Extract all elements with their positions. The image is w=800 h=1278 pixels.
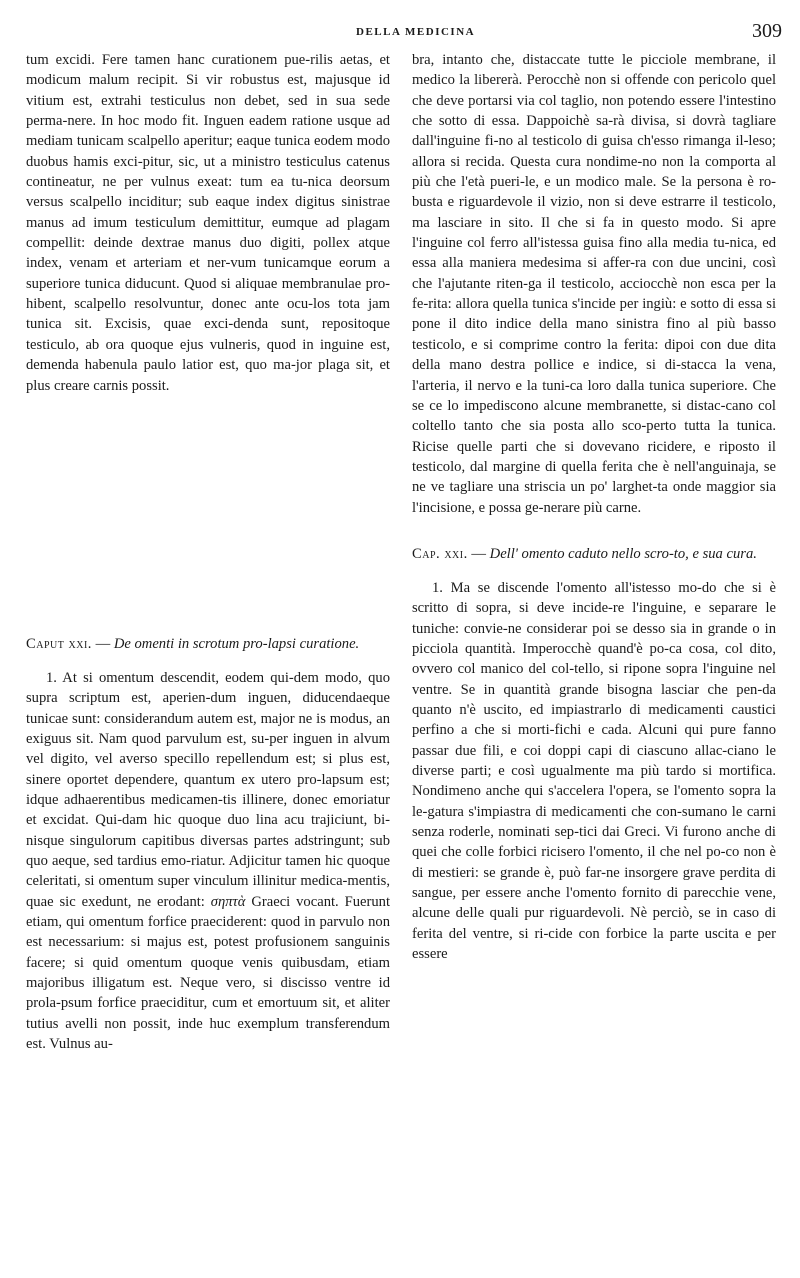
latin-column xyxy=(26,50,390,1054)
latin-chapter-heading: Caput xxi. — De omenti in scrotum pro-lapsi curatione. xyxy=(26,635,360,652)
latin-paragraph-1: tum excidi. Fere tamen hanc curationem pue-rilis aetas, et modicum malum recipit. Si vir robustus est, majusque id vitium est, extrahi testiculus non debet, sed in sua sede perma-nere. In hoc modo fit. Inguen eadem ratione usque ad mediam tunicam scalpello aperitur; eaque tunica eodem modo duobus hamis exci-pitur, sic, ut a ministro testiculus catenus contineatur, ne per vulnus exeat: tum ea tu-nica deorsum versus scalpello inciditur; sub eaque index digitus sinistrae manus ad imum testiculum demittitur, eumque ad plagam compellit: deinde dextrae manus duo digiti, pollex atque index, venam et arteriam et ner-vum tunicamque eorum a superiore tunica diducunt. Quod si aliquae membranulae pro-hibent, scalpello resolvuntur, donec ante ocu-los tota jam tunica sit. Excisis, quae exci-denda sunt, repositoque testiculo, ab ora quoque ejus vulneris, quod in inguine est, demenda habenula paulo latior est, quo ma-jor plaga sit, et plus creare carnis possit. xyxy=(26,52,390,394)
italian-chapter-label: Cap. xxi. xyxy=(412,545,468,562)
running-title: DELLA MEDICINA xyxy=(356,26,476,38)
page-number: 309 xyxy=(752,20,782,42)
italian-column xyxy=(412,50,776,964)
italian-paragraph-2: 1. Ma se discende l'omento all'istesso mo-do che si è scritto di sopra, si deve incide-re l'inguine, e separare le tuniche: convie-ne considerar poi se desso sia in grande o in picciola quantità. Imperocchè quand'è po-ca cosa, col dito, ovvero col manico del col-tello, si ripone sopra l'inguine nel ventre. Se in quantità grande bisogna lasciar che pen-da quanto n'è uscito, ed impiastrarlo di medicamenti caustici perfino a che si morti-fichi e cada. Alcuni qui pure fanno passar due fili, e coi doppi capi di ciascuno allac-ciano le diverse parti; e così ugualmente ma più tardo si mortifica. Nondimeno anche qui s'accelera l'opera, se l'omento sopra la le-gatura s'impiastra di medicamenti che con-sumano le carni senza roderle, nominati sep-tici dai Greci. Vi furono anche di quei che colle forbici ricisero l'omento, il che nel po-co non è di mestieri: se grande è, può far-ne insorgere grave perdita di sangue, per essere anche l'omento fornito di parecchie vene, alcune delle quali pur riguardevoli. Nè perciò, se in caso di ferita del ventre, si ri-cide con forbice la parte uscita e per essere xyxy=(412,579,776,963)
latin-chapter-title: De omenti in scrotum pro-lapsi curatione. xyxy=(113,635,360,652)
latin-paragraph-2-part-1: 1. At si omentum descendit, eodem qui-dem modo, quo supra scriptum est, aperien-dum inguen, diducendaeque tunicae sunt: considerandum autem est, major ne is modus, an exiguus sit. Nam quod parvulum est, su-per inguen in alvum vel digito, vel averso specillo repellendum est; si plus est, sinere oportet dependere, quantum ex utero pro-lapsum est; idque adhaerentibus medicamen-tis illinere, donec emoriatur et excidat. Qui-dam hic quoque duo lina acu trajiciunt, bi-nisque singulorum capitibus diversas partes adstringunt; sub quo aeque, sed tardius emo-riatur. Adjicitur tamen hic quoque celeritati, si omentum super vinculum illinitur medica-mentis, quae sic exedunt, ne erodant: xyxy=(26,669,390,910)
latin-paragraph-2 xyxy=(26,668,390,1055)
column-gap xyxy=(26,396,390,608)
page-header xyxy=(20,18,790,46)
italian-paragraph-1: bra, intanto che, distaccate tutte le picciole membrane, il medico la libererà. Perocchè non si offende con pericolo quel che deve portarsi via col taglio, non potendo essere l'intestino che sotto di essa. Dappoichè sa-rà divisa, si dovrà tagliare dall'inguine fi-no al testicolo di guisa ch'esso rimanga il-leso; allora si recida. Questa cura nondime-no non la comporta al più che l'età pueri-le, e un modico male. Se la persona è ro-busta e riguardevole il vizio, non si deve estrarre il testicolo, ma lasciare in sito. Il che si fa in questo modo. Si apre l'inguine col ferro all'istessa guisa fino alla media tu-nica, ed essa alla maniera medesima si affer-ra con due uncini, così che l'ajutante riten-ga il testicolo, acciocchè non esca per la fe-rita: allora quella tunica s'incide per ingiù: e sotto di essa si pone il dito indice della mano sinistra fino al più basso testicolo, e si comprime contro la ferita: dipoi con due dita della mano destra pollice e indice, si di-stacca la vena, l'arteria, il nervo e la tuni-ca loro dalla tunica superiore. Che se ce lo impediscono alcune membranette, si distac-cano col coltello tanto che sia posta allo sco-perto tutta la tunica. Ricise quelle parti che si dovevano ricidere, e riposto il testicolo, dal margine di quella ferita che è nell'anguinaja, se ne ve tagliare una striscia un po' larghet-ta onde maggior sia l'incisione, e possa ge-nerare più carne. xyxy=(412,52,776,516)
italian-chapter-title: Dell' omento caduto nello scro-to, e sua cura. xyxy=(489,545,757,562)
latin-chapter-label: Caput xxi. xyxy=(26,635,92,652)
italian-chapter-heading: Cap. xxi. — Dell' omento caduto nello scro-to, e sua cura. xyxy=(412,545,757,562)
greek-word: σηπτὰ xyxy=(210,893,246,910)
latin-paragraph-2-part-2: Graeci vocant. Fuerunt etiam, qui omentum forfice praeciderent: quod in parvulo non est necessarium: si majus est, potest profusionem sanguinis facere; si quid omentum quoque venis quibusdam, etiam majoribus illigatum est. Neque vero, si discisso ventre id prola-psum forfice praeciditur, cum et emortuum sit, et aliter tutius avelli non possit, inde huc exemplum transferendum est. Vulnus au- xyxy=(26,893,391,1053)
